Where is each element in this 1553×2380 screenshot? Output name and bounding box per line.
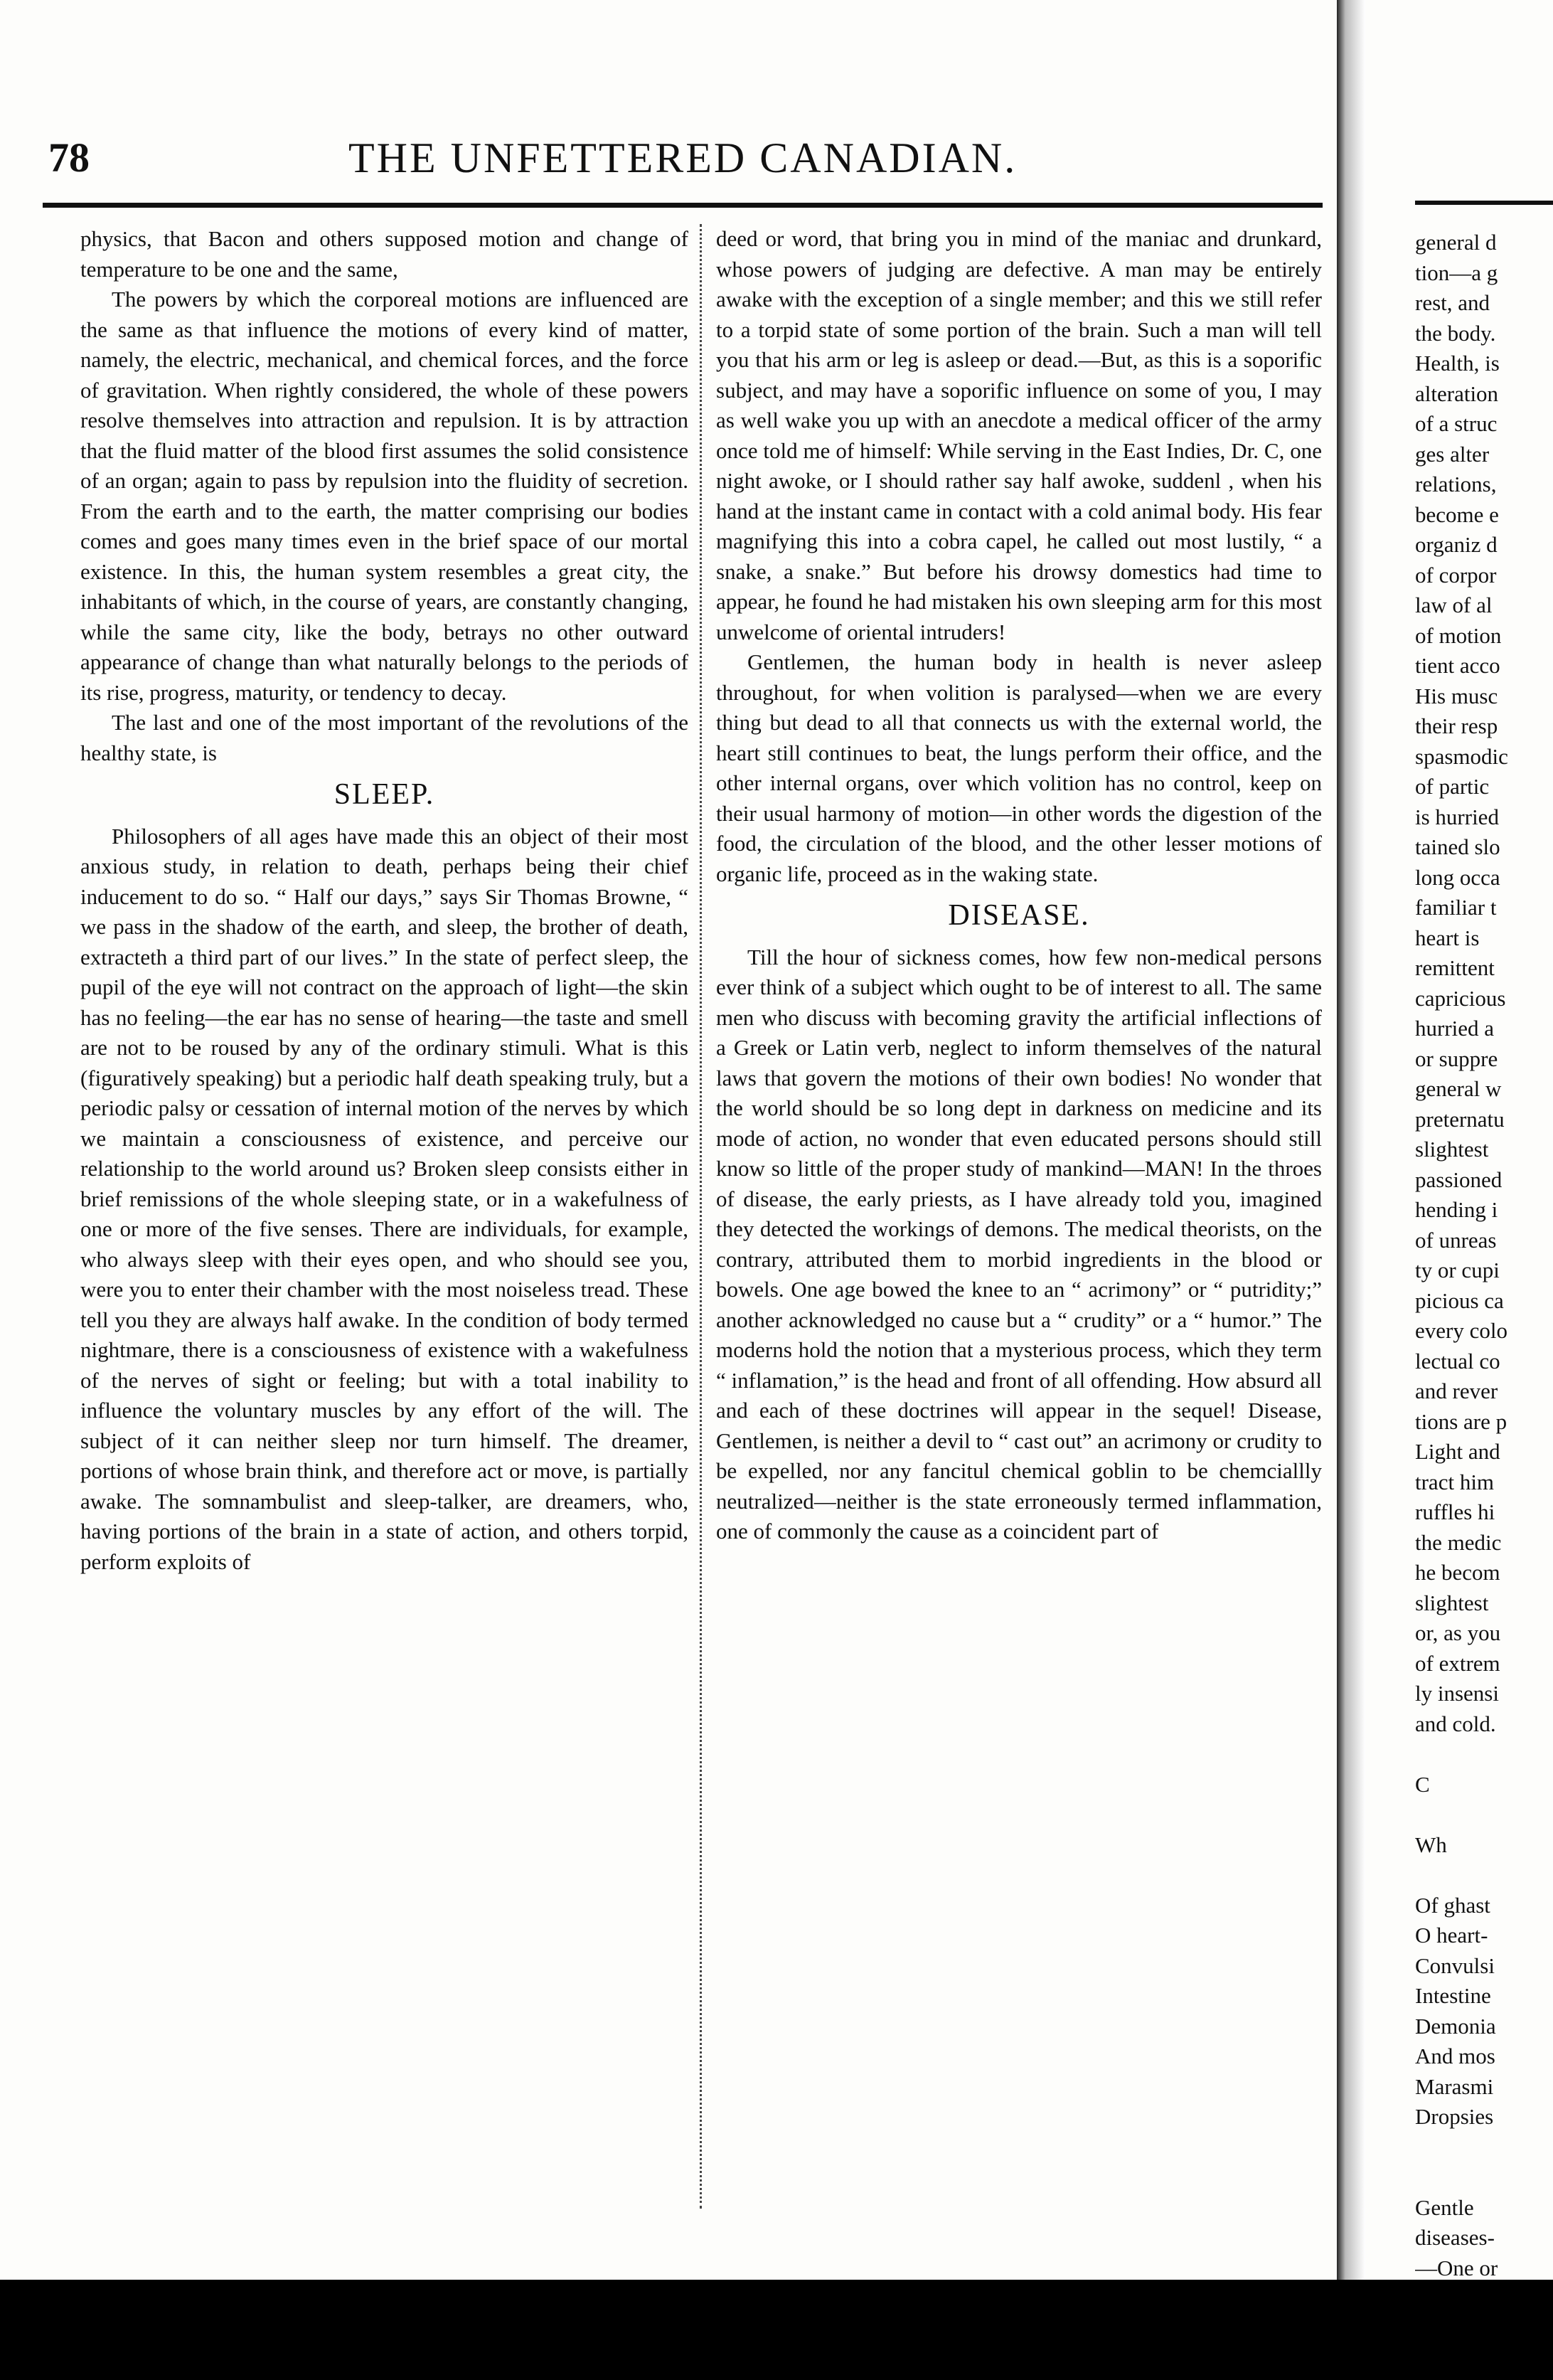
- header-rule: [43, 203, 1323, 208]
- facing-page-line: Of ghast: [1415, 1892, 1490, 1918]
- left-paragraph-3: The last and one of the most important of the revolutions of the healthy state, is: [80, 710, 688, 765]
- facing-page-line: lectual co: [1415, 1348, 1500, 1374]
- facing-page-line: tions are p: [1415, 1408, 1507, 1434]
- facing-page-line: of motion: [1415, 622, 1502, 648]
- facing-page-line: hurried a: [1415, 1016, 1495, 1041]
- left-paragraph-1: physics, that Bacon and others supposed motion and change of temperature to be one and the same,: [80, 226, 688, 282]
- facing-page-line: C: [1415, 1771, 1430, 1797]
- facing-page-line: capricious: [1415, 985, 1506, 1011]
- facing-page-line: tained slo: [1415, 834, 1500, 859]
- running-title: THE UNFETTERED CANADIAN.: [348, 134, 1018, 181]
- facing-page-line: Health, is: [1415, 351, 1500, 376]
- facing-page-line: —One or: [1415, 2255, 1498, 2280]
- facing-page-line: organiz d: [1415, 532, 1498, 557]
- facing-page-line: [1415, 2162, 1553, 2193]
- facing-page-line: heart is: [1415, 925, 1480, 950]
- facing-page-line: of a struc: [1415, 411, 1498, 436]
- facing-page-line: of corpor: [1415, 562, 1497, 588]
- facing-page-line: general d: [1415, 230, 1497, 255]
- facing-page-fragment: [1415, 228, 1553, 2283]
- section-heading-sleep: SLEEP.: [333, 778, 435, 811]
- facing-page-line: ty or cupi: [1415, 1258, 1500, 1282]
- facing-page-line: picious ca: [1415, 1287, 1504, 1313]
- left-paragraph-2: The powers by which the corporeal motions are influenced are the same as that influence the motions of every kind of matter, namely, the electric, mechanical, and chemical forces, and the force of gravitation. When rightly considered, the whole of these powers resolve themselves into attraction and repulsion. It is by attraction that the fluid matter of the blood first assumes the solid consistence of an organ; again to pass by repulsion into the fluidity of secretion. From the earth and to the earth, the matter comprising our bodies comes and goes many times even in the brief space of our mortal existence. In this, the human system resembles a great city, the inhabitants of which, in the course of years, are constantly changing, while the same city, like the body, betrays no other outward appearance of change than what naturally belongs to the periods of its rise, progress, maturity, or tendency to decay.: [80, 287, 688, 705]
- facing-page-line: Dropsies: [1415, 2104, 1494, 2129]
- facing-page-line: Gentle: [1415, 2194, 1474, 2220]
- facing-page-line: slightest: [1415, 1590, 1489, 1615]
- facing-page-line: familiar t: [1415, 895, 1497, 920]
- facing-page-line: [1415, 1800, 1553, 1830]
- facing-page-line: Wh: [1415, 1832, 1447, 1857]
- facing-page-line: long occa: [1415, 864, 1500, 890]
- section-heading-disease: DISEASE.: [948, 899, 1090, 932]
- facing-page-line: Demonia: [1415, 2013, 1496, 2039]
- facing-page-line: law of al: [1415, 593, 1493, 617]
- facing-page-line: of partic: [1415, 774, 1490, 799]
- facing-page-line: of extrem: [1415, 1650, 1500, 1676]
- facing-page-line: remittent: [1415, 955, 1495, 980]
- facing-page-line: become e: [1415, 501, 1499, 527]
- facing-page-line: and rever: [1415, 1378, 1498, 1403]
- left-paragraph-4: Philosophers of all ages have made this an object of their most anxious study, in relation to death, perhaps being their chief inducement to do so. “ Half our days,” says Sir Thomas Browne, “ we pass in the shadow of the earth, and sleep, the brother of death, extracteth a third part of our lives.” In the state of perfect sleep, the pupil of the eye will not contract on the approach of light—the skin has no feeling—the ear has no sense of hearing—the taste and smell are not to be roused by any of the ordinary stimuli. What is this (figuratively speaking) but a periodic half death speaking truly, but a periodic palsy or cessation of internal motion of the nerves by which we maintain a consciousness of existence, and perceive our relationship to the world around us? Broken sleep consists either in brief remissions of the whole sleeping state, or in a wakefulness of one or more of the five senses. There are individuals, for example, who always sleep with their eyes open, and who should see you, were you to enter their chamber with the most noiseless tread. These tell you they are always half awake. In the condition of body termed nightmare, there is a consciousness of existence with a wakefulness of the nerves of sight or feeling; but with a total inability to influence the voluntary muscles by any effort of the will. The subject of it can neither sleep nor turn himself. The dreamer, portions of whose brain think, and therefore act or move, is partially awake. The somnambulist and sleep-talker, are dreamers, who, having portions of the brain in a state of action, and others torpid, perform exploits of: [80, 823, 688, 1574]
- page-number: 78: [48, 134, 90, 181]
- facing-page-line: [1415, 1739, 1553, 1770]
- facing-page-line: Light and: [1415, 1439, 1500, 1464]
- facing-page-rule: [1415, 201, 1553, 205]
- column-divider: [700, 224, 702, 2209]
- right-column: [716, 224, 1322, 1547]
- left-column: [80, 224, 688, 1577]
- facing-page-line: the body.: [1415, 320, 1496, 346]
- facing-page-line: Intestine: [1415, 1983, 1491, 2008]
- facing-page-line: [1415, 1860, 1553, 1891]
- facing-page-line: or, as you: [1415, 1620, 1501, 1645]
- facing-page-line: And mos: [1415, 2044, 1495, 2068]
- book-gutter: [1337, 0, 1365, 2347]
- facing-page-line: hending i: [1415, 1197, 1498, 1222]
- facing-page-line: Convulsi: [1415, 1953, 1495, 1978]
- facing-page-line: the medic: [1415, 1529, 1502, 1555]
- right-paragraph-3: Till the hour of sickness comes, how few non-medical persons ever think of a subject which ought to be of interest to all. The same men who discuss with becoming gravity the artificial inflections of a Greek or Latin verb, neglect to inform themselves of the natural laws that govern the motions of their own bodies! No wonder that the world should be so long dept in darkness on medicine and its mode of action, no wonder that even educated persons should still know so little of the proper study of mankind—MAN! In the throes of disease, the early priests, as I have already told you, imagined they detected the workings of demons. The medical theorists, on the contrary, attributed them to morbid ingredients in the blood or bowels. One age bowed the knee to an “ acrimony” or “ putridity;” another acknowledged no cause but a “ crudity” or a “ humor.” The moderns hold the notion that a mysterious process, which they term “ inflamation,” is the head and front of all offending. How absurd all and each of these doctrines will appear in the sequel! Disease, Gentlemen, is neither a devil to “ cast out” an acrimony or crudity to be expelled, nor any fancitul chemical goblin to be chemciallly neutralized—neither is the state erroneously termed inflammation, one of commonly the cause as a coincident part of: [716, 944, 1322, 1544]
- right-paragraph-1: deed or word, that bring you in mind of the maniac and drunkard, whose powers of judging are defective. A man may be entirely awake with the exception of a single member; and this we still refer to a torpid state of some portion of the brain. Such a man will tell you that his arm or leg is asleep or dead.—But, as this is a soporific subject, and may have a soporific influence on some of you, I may as well wake you up with an anecdote a medical officer of the army once told me of himself: While serving in the East Indies, Dr. C, one night awoke, or I should rather say half awoke, suddenl , when his hand at the instant came in contact with a cold animal body. His fear magnifying this into a cobra capel, he called out most lustily, “ a snake, a snake.” But before his drowsy domestics had time to appear, he found he had mistaken his own sleeping arm for this most unwelcome of oriental intruders!: [716, 226, 1322, 644]
- facing-page-line: general w: [1415, 1076, 1502, 1101]
- facing-page-line: he becom: [1415, 1560, 1500, 1585]
- facing-page-line: their resp: [1415, 713, 1498, 738]
- facing-page-line: tient acco: [1415, 653, 1500, 678]
- facing-page-line: every colo: [1415, 1318, 1507, 1343]
- facing-page-line: or suppre: [1415, 1046, 1498, 1071]
- facing-page-line: ly insensi: [1415, 1681, 1499, 1706]
- facing-page-line: and cold.: [1415, 1711, 1496, 1736]
- facing-page-line: of unreas: [1415, 1227, 1497, 1253]
- facing-page-line: relations,: [1415, 472, 1497, 496]
- facing-page-line: preternatu: [1415, 1106, 1505, 1132]
- facing-page-line: alteration: [1415, 381, 1499, 406]
- facing-page-line: Marasmi: [1415, 2073, 1494, 2099]
- facing-page-line: spasmodic: [1415, 743, 1508, 769]
- facing-page-line: tract him: [1415, 1469, 1495, 1494]
- facing-page-line: [1415, 2132, 1553, 2163]
- facing-page-line: passioned: [1415, 1167, 1503, 1192]
- facing-page-line: diseases-: [1415, 2225, 1495, 2250]
- facing-page-line: O heart-: [1415, 1923, 1488, 1948]
- facing-page-line: tion—a g: [1415, 260, 1498, 285]
- right-paragraph-2: Gentlemen, the human body in health is never asleep throughout, for when volition is paralysed—when we are every thing but dead to all that connects us with the external world, the heart still continues to beat, the lungs perform their office, and the other internal organs, over which volition has no control, keep on their usual harmony of motion—in other words the digestion of the food, the circulation of the blood, and the other lesser motions of organic life, proceed as in the waking state.: [716, 649, 1322, 886]
- facing-page-line: slightest: [1415, 1137, 1489, 1162]
- facing-page-line: rest, and: [1415, 290, 1490, 315]
- scan-bottom-border: [0, 2280, 1553, 2380]
- facing-page-line: is hurried: [1415, 804, 1499, 829]
- facing-page-line: ges alter: [1415, 441, 1490, 467]
- facing-page-line: ruffles hi: [1415, 1499, 1495, 1524]
- facing-page-line: His musc: [1415, 683, 1498, 708]
